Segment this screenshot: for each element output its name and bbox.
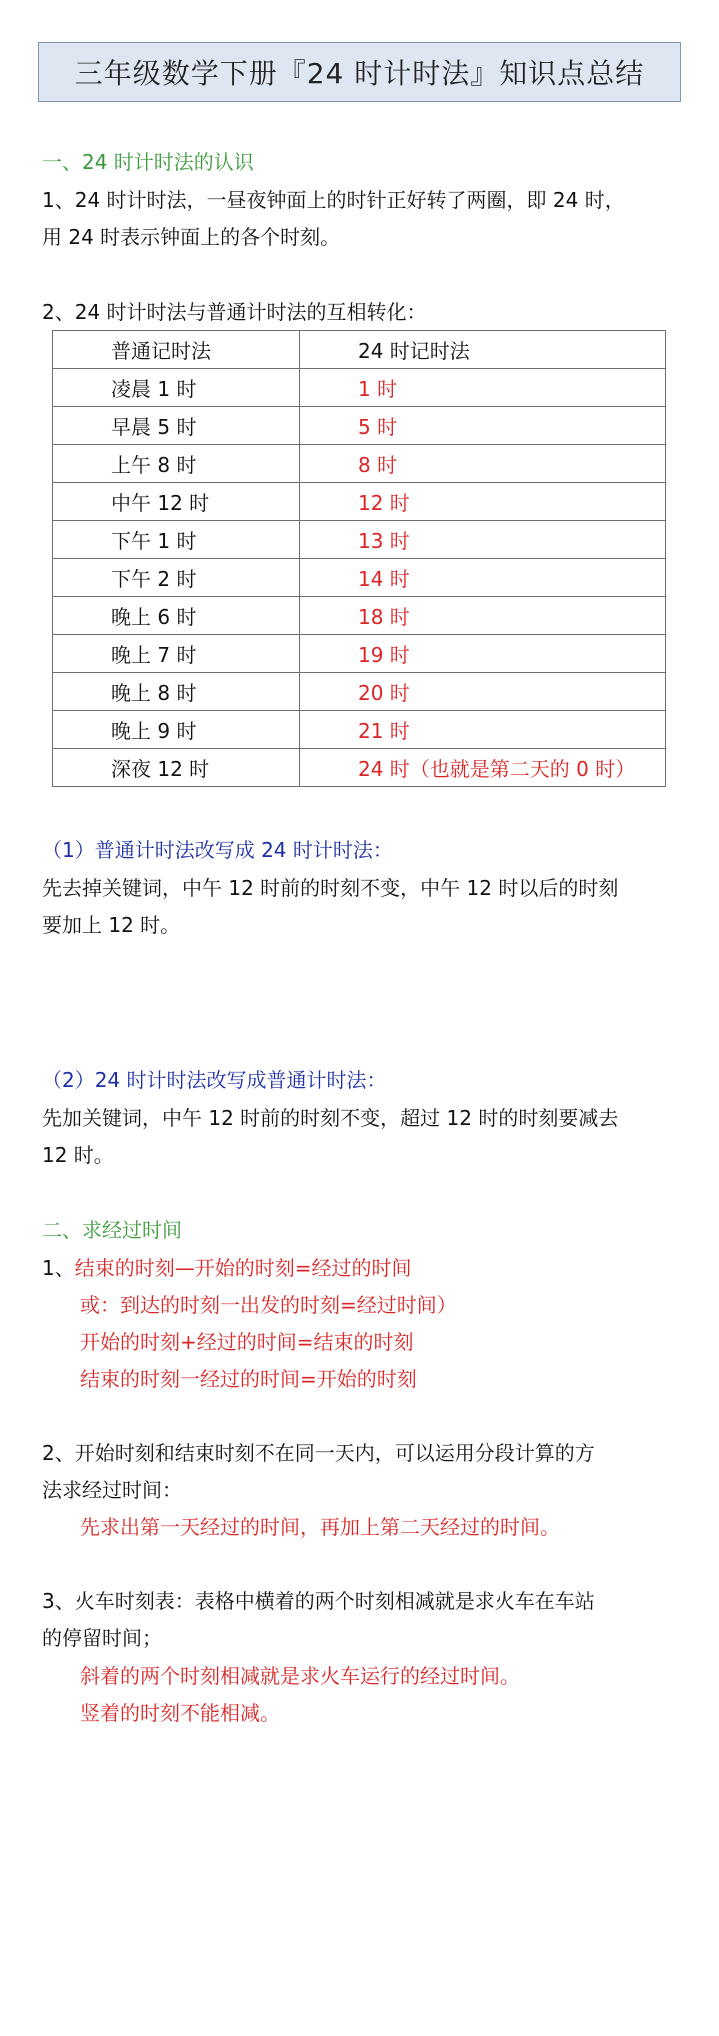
table-cell-24h: 20 时 — [300, 673, 666, 711]
table-cell-normal: 下午 1 时 — [53, 521, 300, 559]
section1-p1-line1: 1、24 时计时法，一昼夜钟面上的时针正好转了两圈，即 24 时， — [42, 188, 625, 212]
item1-prefix: 1、 — [42, 1256, 75, 1280]
item1-line4: 结束的时刻一经过的时间=开始的时刻 — [80, 1367, 417, 1391]
table-cell-normal: 深夜 12 时 — [53, 749, 300, 787]
table-cell-24h: 24 时（也就是第二天的 0 时） — [300, 749, 666, 787]
table-row — [53, 597, 666, 635]
table-row — [53, 521, 666, 559]
table-cell-24h: 12 时 — [300, 483, 666, 521]
table-header-row — [53, 331, 666, 369]
rule2-line2: 12 时。 — [42, 1143, 114, 1167]
table-row — [53, 635, 666, 673]
item2-line3: 先求出第一天经过的时间，再加上第二天经过的时间。 — [80, 1515, 560, 1539]
section1-p1-line2: 用 24 时表示钟面上的各个时刻。 — [42, 225, 341, 249]
table-cell-24h: 18 时 — [300, 597, 666, 635]
table-row — [53, 559, 666, 597]
rule2-heading: （2）24 时计时法改写成普通计时法： — [42, 1068, 387, 1092]
table-cell-24h: 8 时 — [300, 445, 666, 483]
section1-p2: 2、24 时计时法与普通计时法的互相转化： — [42, 300, 427, 324]
table-cell-normal: 凌晨 1 时 — [53, 369, 300, 407]
table-row — [53, 445, 666, 483]
table-cell-24h: 13 时 — [300, 521, 666, 559]
rule1-line1: 先去掉关键词，中午 12 时前的时刻不变，中午 12 时以后的时刻 — [42, 876, 619, 900]
table-row — [53, 407, 666, 445]
item1-line3: 开始的时刻+经过的时间=结束的时刻 — [80, 1330, 414, 1354]
table-header-cell: 普通记时法 — [53, 331, 300, 369]
rule1-line2: 要加上 12 时。 — [42, 913, 181, 937]
table-cell-normal: 晚上 8 时 — [53, 673, 300, 711]
table-header-cell: 24 时记时法 — [300, 331, 666, 369]
table-cell-24h: 19 时 — [300, 635, 666, 673]
table-cell-24h: 1 时 — [300, 369, 666, 407]
section2-heading: 二、求经过时间 — [42, 1218, 182, 1242]
table-cell-24h: 21 时 — [300, 711, 666, 749]
rule1-heading: （1）普通计时法改写成 24 时计时法： — [42, 838, 393, 862]
table-cell-24h: 14 时 — [300, 559, 666, 597]
table-cell-normal: 早晨 5 时 — [53, 407, 300, 445]
table-row — [53, 369, 666, 407]
item2-line2: 法求经过时间： — [42, 1478, 182, 1502]
table-cell-normal: 晚上 9 时 — [53, 711, 300, 749]
item3-line4: 竖着的时刻不能相减。 — [80, 1701, 280, 1725]
table-cell-24h: 5 时 — [300, 407, 666, 445]
conversion-table — [52, 330, 666, 787]
item2-line1: 2、开始时刻和结束时刻不在同一天内，可以运用分段计算的方 — [42, 1441, 595, 1465]
item1-formula1: 结束的时刻—开始的时刻=经过的时间 — [74, 1256, 412, 1280]
table-cell-normal: 晚上 6 时 — [53, 597, 300, 635]
table-cell-normal: 下午 2 时 — [53, 559, 300, 597]
rule2-line1: 先加关键词，中午 12 时前的时刻不变，超过 12 时的时刻要减去 — [42, 1106, 619, 1130]
table-row — [53, 711, 666, 749]
section1-heading: 一、24 时计时法的认识 — [42, 150, 254, 174]
item3-line1: 3、火车时刻表：表格中横着的两个时刻相减就是求火车在车站 — [42, 1589, 595, 1613]
table-row — [53, 673, 666, 711]
item1-line1 — [42, 1256, 412, 1280]
table-row — [53, 749, 666, 787]
item1-line2: 或：到达的时刻一出发的时刻=经过时间） — [80, 1293, 457, 1317]
table-cell-normal: 中午 12 时 — [53, 483, 300, 521]
table-cell-normal: 晚上 7 时 — [53, 635, 300, 673]
item3-line2: 的停留时间； — [42, 1626, 162, 1650]
table-cell-normal: 上午 8 时 — [53, 445, 300, 483]
table-row — [53, 483, 666, 521]
page-title: 三年级数学下册『24 时计时法』知识点总结 — [38, 42, 681, 102]
item3-line3: 斜着的两个时刻相减就是求火车运行的经过时间。 — [80, 1664, 520, 1688]
